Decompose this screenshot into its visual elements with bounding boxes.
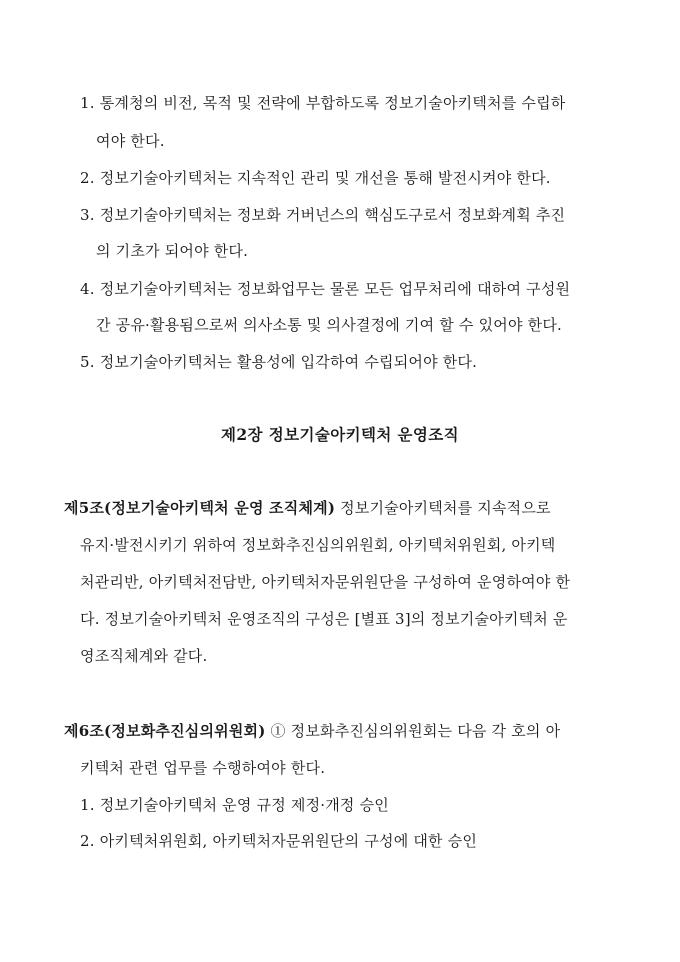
- article-6-item-2-text: 아키텍처위원회, 아키텍처자문위원단의 구성에 대한 승인: [99, 832, 478, 850]
- principle-4-line-1: [80, 279, 570, 299]
- article-5-text-1: 정보기술아키텍처를 지속적으로: [335, 499, 551, 517]
- principle-4-line-2: 간 공유·활용됨으로써 의사소통 및 의사결정에 기여 할 수 있어야 한다.: [96, 316, 562, 334]
- article-5-line-1: [64, 498, 551, 518]
- article-5-heading: 제5조(정보기술아키텍처 운영 조직체계): [64, 499, 336, 517]
- principle-5-line-1: [80, 352, 477, 372]
- principle-3-line-1: [80, 205, 565, 225]
- principle-1-number: 1.: [80, 94, 95, 112]
- article-5-line-5: 영조직체계와 같다.: [80, 647, 208, 665]
- principle-1-line-2: 여야 한다.: [96, 132, 165, 150]
- article-6-line-2: 키텍처 관련 업무를 수행하여야 한다.: [80, 759, 326, 777]
- article-5-line-2: 유지·발전시키기 위하여 정보화추진심의위원회, 아키텍처위원회, 아키텍: [80, 536, 556, 554]
- principle-5-text: 정보기술아키텍처는 활용성에 입각하여 수립되어야 한다.: [99, 353, 478, 371]
- article-6-heading: 제6조(정보화추진심의위원회): [64, 722, 266, 740]
- principle-3-line-2: 의 기초가 되어야 한다.: [96, 242, 249, 260]
- article-6-line-1: [64, 721, 560, 741]
- article-6-text-1: ① 정보화추진심의위원회는 다음 각 호의 아: [265, 722, 561, 740]
- principle-1-text: 통계청의 비전, 목적 및 전략에 부합하도록 정보기술아키텍처를 수립하: [99, 94, 566, 112]
- article-6-item-1-number: 1.: [80, 796, 95, 814]
- principle-3-number: 3.: [80, 206, 95, 224]
- article-6-item-1: [80, 795, 389, 815]
- principle-1-line-1: [80, 93, 565, 113]
- principle-2-number: 2.: [80, 169, 95, 187]
- principle-4-number: 4.: [80, 280, 95, 298]
- principle-3-text: 정보기술아키텍처는 정보화 거버넌스의 핵심도구로서 정보화계획 추진: [99, 206, 566, 224]
- principle-2-text: 정보기술아키텍처는 지속적인 관리 및 개선을 통해 발전시켜야 한다.: [99, 169, 551, 187]
- principle-5-number: 5.: [80, 353, 95, 371]
- principle-2-line-1: [80, 168, 551, 188]
- chapter-title: 제2장 정보기술아키텍처 운영조직: [220, 425, 459, 444]
- article-6-item-2: [80, 831, 477, 851]
- article-5-line-4: 다. 정보기술아키텍처 운영조직의 구성은 [별표 3]의 정보기술아키텍처 운: [80, 610, 568, 628]
- principle-4-text: 정보기술아키텍처는 정보화업무는 물론 모든 업무처리에 대하여 구성원: [99, 280, 571, 298]
- article-6-item-1-text: 정보기술아키텍처 운영 규정 제정·개정 승인: [99, 796, 389, 814]
- article-5-line-3: 처관리반, 아키텍처전담반, 아키텍처자문위원단을 구성하여 운영하여야 한: [80, 573, 571, 591]
- article-6-item-2-number: 2.: [80, 832, 95, 850]
